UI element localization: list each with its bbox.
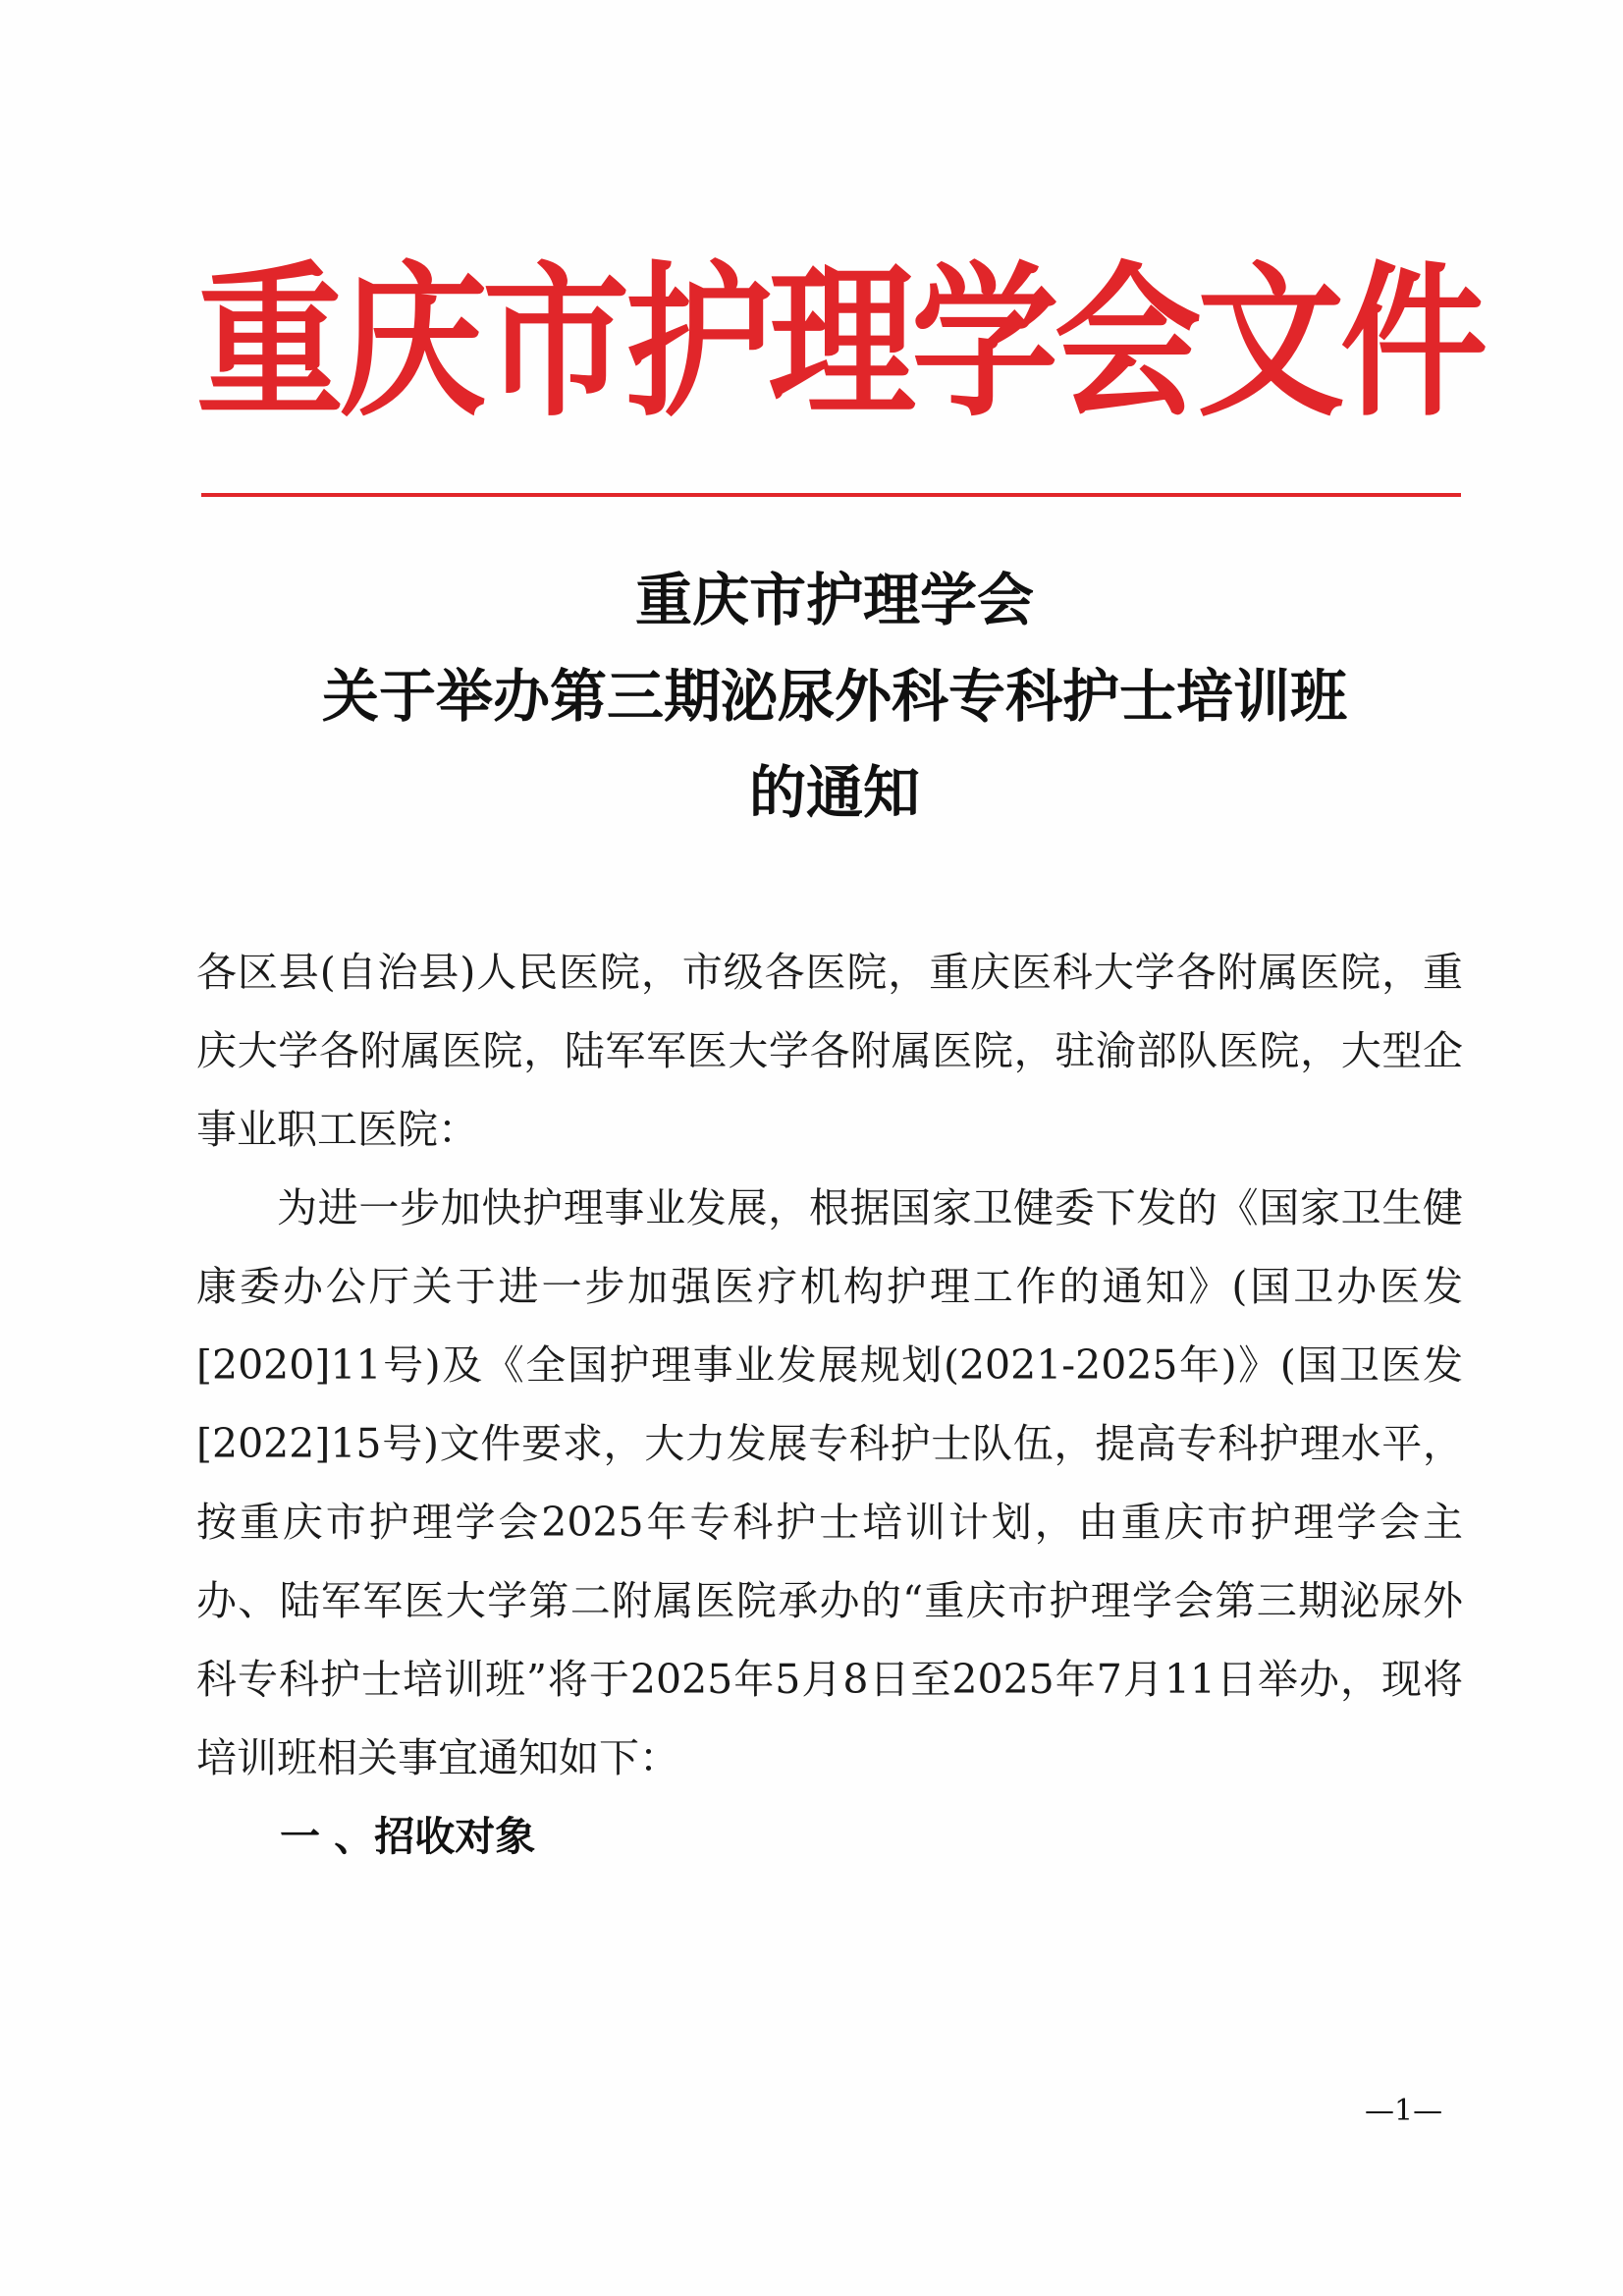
header-char: 重 [196, 247, 345, 440]
title-line-notice: 的通知 [748, 759, 920, 826]
header-char: 庆 [339, 247, 487, 440]
page-number: —1— [1365, 2094, 1443, 2128]
intro-paragraph: 为进一步加快护理事业发展，根据国家卫健委下发的《国家卫生健康委办公厅关于进一步加强医疗机构护理工作的通知》(国卫办医发[2020]11号)及《全国护理事业发展规划(2021-2025年)》(国卫医发[2022]15号)文件要求，大力发展专科护士队伍，提高专科护理水平，按重庆市护理学会2025年专科护士培训计划，由重庆市护理学会主办、陆军军医大学第二附属医院承办的“重庆市护理学会第三期泌尿外科专科护士培训班”将于2025年5月8日至2025年7月11日举办，现将培训班相关事宜通知如下： [196, 1184, 1463, 1781]
header-char: 件 [1340, 247, 1488, 440]
header-char: 理 [768, 247, 916, 440]
header-char: 护 [624, 247, 773, 440]
recipients-paragraph: 各区县(自治县)人民医院，市级各医院，重庆医科大学各附属医院，重庆大学各附属医院，陆军军医大学各附属医院，驻渝部队医院，大型企事业职工医院： [196, 949, 1463, 1153]
header-char: 学 [911, 247, 1059, 440]
header-char: 会 [1054, 247, 1202, 440]
title-line-subject: 关于举办第三期泌尿外科专科护士培训班 [321, 663, 1347, 730]
header-char: 文 [1197, 247, 1345, 440]
header-red-rule [201, 493, 1461, 497]
document-header [196, 246, 1488, 442]
header-char: 市 [482, 247, 630, 440]
section-heading-enrollment: 一 、招收对象 [280, 1813, 536, 1860]
title-line-organization: 重庆市护理学会 [634, 567, 1034, 633]
notice-body [196, 933, 1463, 1797]
notice-title [196, 552, 1473, 841]
